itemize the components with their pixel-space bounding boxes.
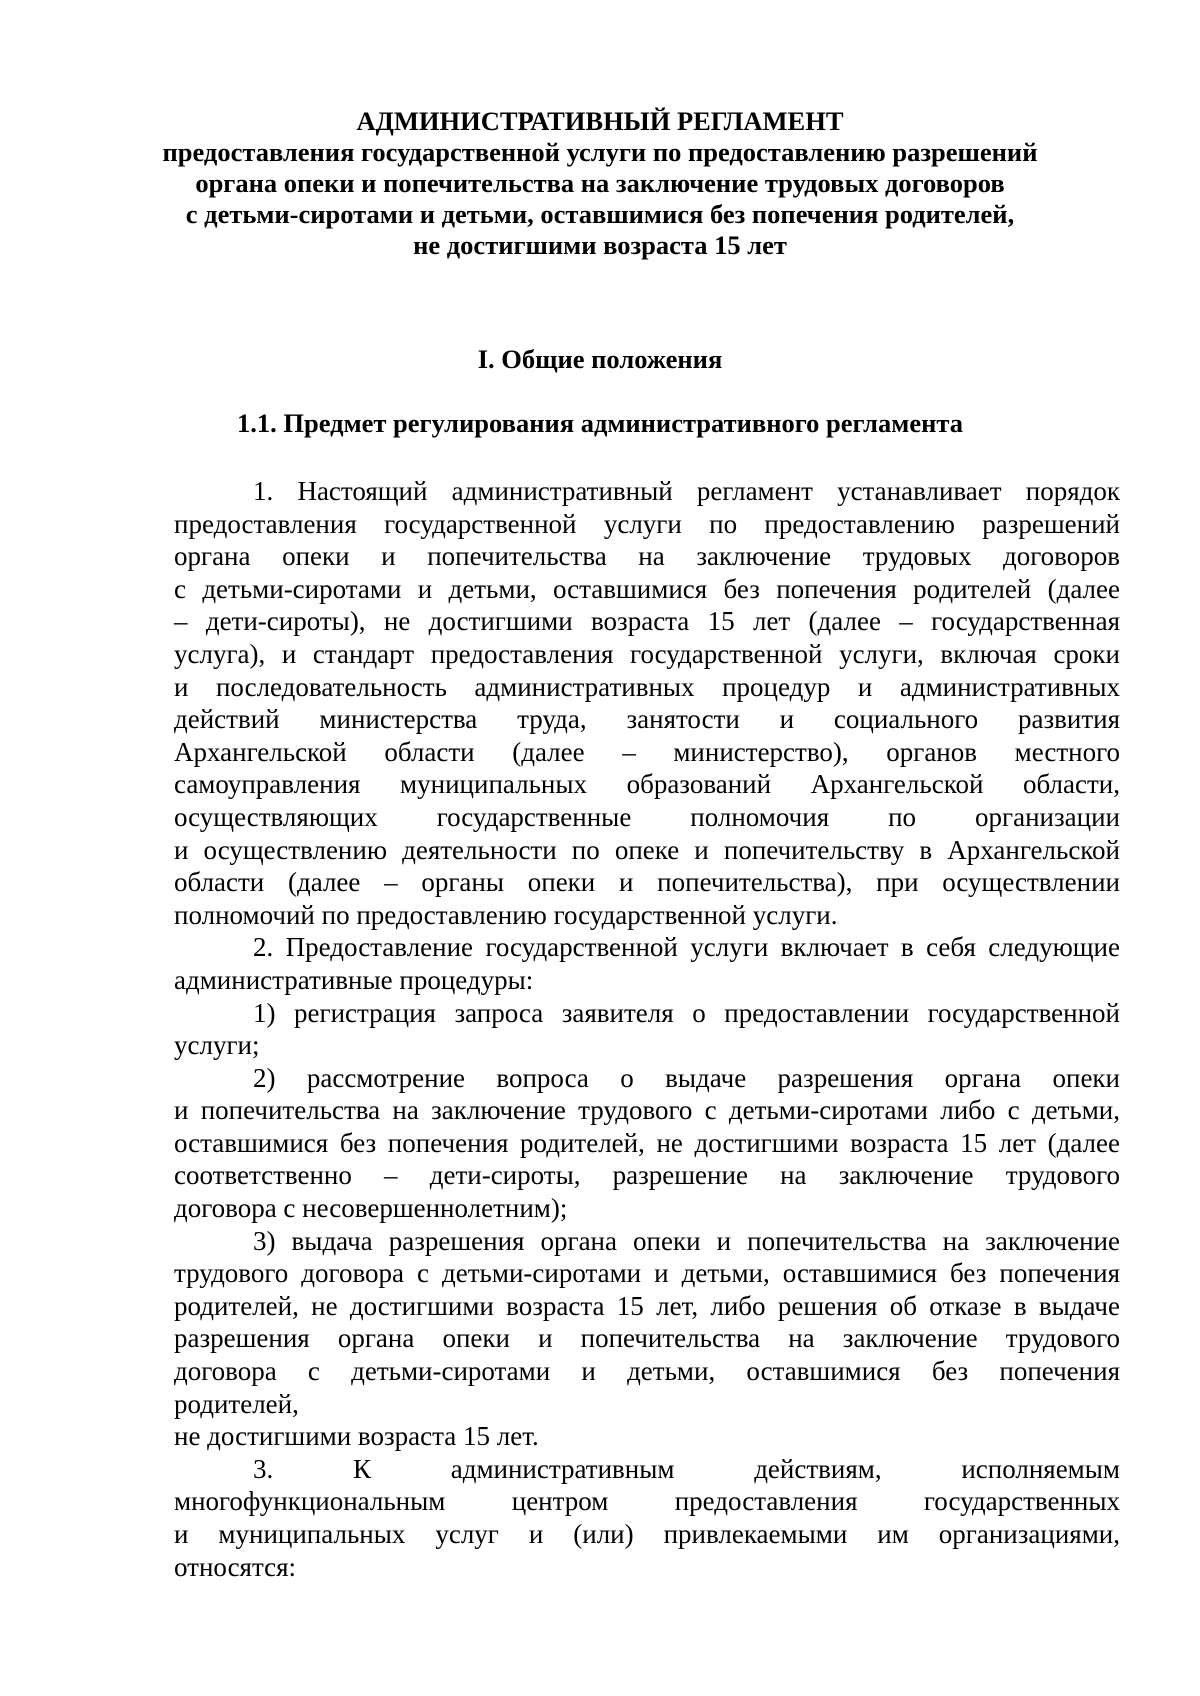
body-line: 2) рассмотрение вопроса о выдаче разрешения органа опеки [253,1062,1120,1093]
body-line: не достигшими возраста 15 лет. [174,1421,539,1452]
document-title [160,106,1040,261]
body-text [174,475,1120,1583]
body-line: и муниципальных услуг и (или) привлекаемыми им организациями, [174,1519,1120,1549]
section-heading: I. Общие положения [477,344,723,374]
body-line: соответственно – дети-сироты, разрешение на заключение трудового [174,1160,1120,1191]
subsection-heading: 1.1. Предмет регулирования административного регламента [237,408,963,438]
body-line: трудового договора с детьми-сиротами и детьми, оставшимися без попечения [174,1258,1120,1289]
body-line: органа опеки и попечительства на заключение трудовых договоров [174,541,1120,572]
body-line: 1) регистрация запроса заявителя о предоставлении государственной [253,997,1120,1028]
body-line: родителей, не достигшими возраста 15 лет, либо решения об отказе в выдаче [174,1290,1120,1321]
body-line: услуги; [174,1030,260,1061]
body-line: договора с детьми-сиротами и детьми, оставшимися без попечения [174,1356,1120,1387]
body-line: многофункциональным центром предоставления государственных [174,1486,1120,1517]
title-line: органа опеки и попечительства на заключение трудовых договоров [195,168,1005,198]
title-line: с детьми-сиротами и детьми, оставшимися без попечения родителей, [185,199,1015,229]
body-line: полномочий по предоставлению государственной услуги. [174,899,838,930]
body-line: родителей, [174,1388,299,1419]
body-line: 3) выдача разрешения органа опеки и попечительства на заключение [253,1225,1120,1256]
body-line: и осуществлению деятельности по опеке и попечительству в Архангельской [174,834,1120,865]
title-line: АДМИНИСТРАТИВНЫЙ РЕГЛАМЕНТ [356,106,844,136]
body-line: предоставления государственной услуги по предоставлению разрешений [174,508,1120,539]
body-line: области (далее – органы опеки и попечительства), при осуществлении [174,867,1120,898]
body-line: 2. Предоставление государственной услуги включает в себя следующие [253,932,1120,963]
body-line: – дети-сироты), не достигшими возраста 15 лет (далее – государственная [174,606,1120,637]
body-line: оставшимися без попечения родителей, не достигшими возраста 15 лет (далее [174,1127,1120,1158]
title-line: не достигшими возраста 15 лет [413,230,787,260]
body-line: административные процедуры: [174,964,534,995]
body-line: осуществляющих государственные полномочия по организации [174,801,1120,832]
body-line: услуга), и стандарт предоставления государственной услуги, включая сроки [174,638,1120,669]
body-line: с детьми-сиротами и детьми, оставшимися без попечения родителей (далее [174,573,1120,604]
body-line: и попечительства на заключение трудового с детьми-сиротами либо с детьми, [174,1095,1120,1126]
body-line: 3. К административным действиям, исполняемым [253,1453,1120,1484]
body-line: договора с несовершеннолетним); [174,1193,568,1224]
body-line: разрешения органа опеки и попечительства на заключение трудового [174,1323,1120,1354]
body-line: 1. Настоящий административный регламент устанавливает порядок [253,476,1120,506]
body-line: самоуправления муниципальных образований Архангельской области, [174,769,1120,800]
body-line: относятся: [174,1551,297,1582]
body-line: и последовательность административных процедур и административных [174,671,1120,702]
title-line: предоставления государственной услуги по предоставлению разрешений [162,137,1038,167]
body-line: действий министерства труда, занятости и социального развития [174,704,1120,735]
body-line: Архангельской области (далее – министерство), органов местного [174,736,1120,767]
